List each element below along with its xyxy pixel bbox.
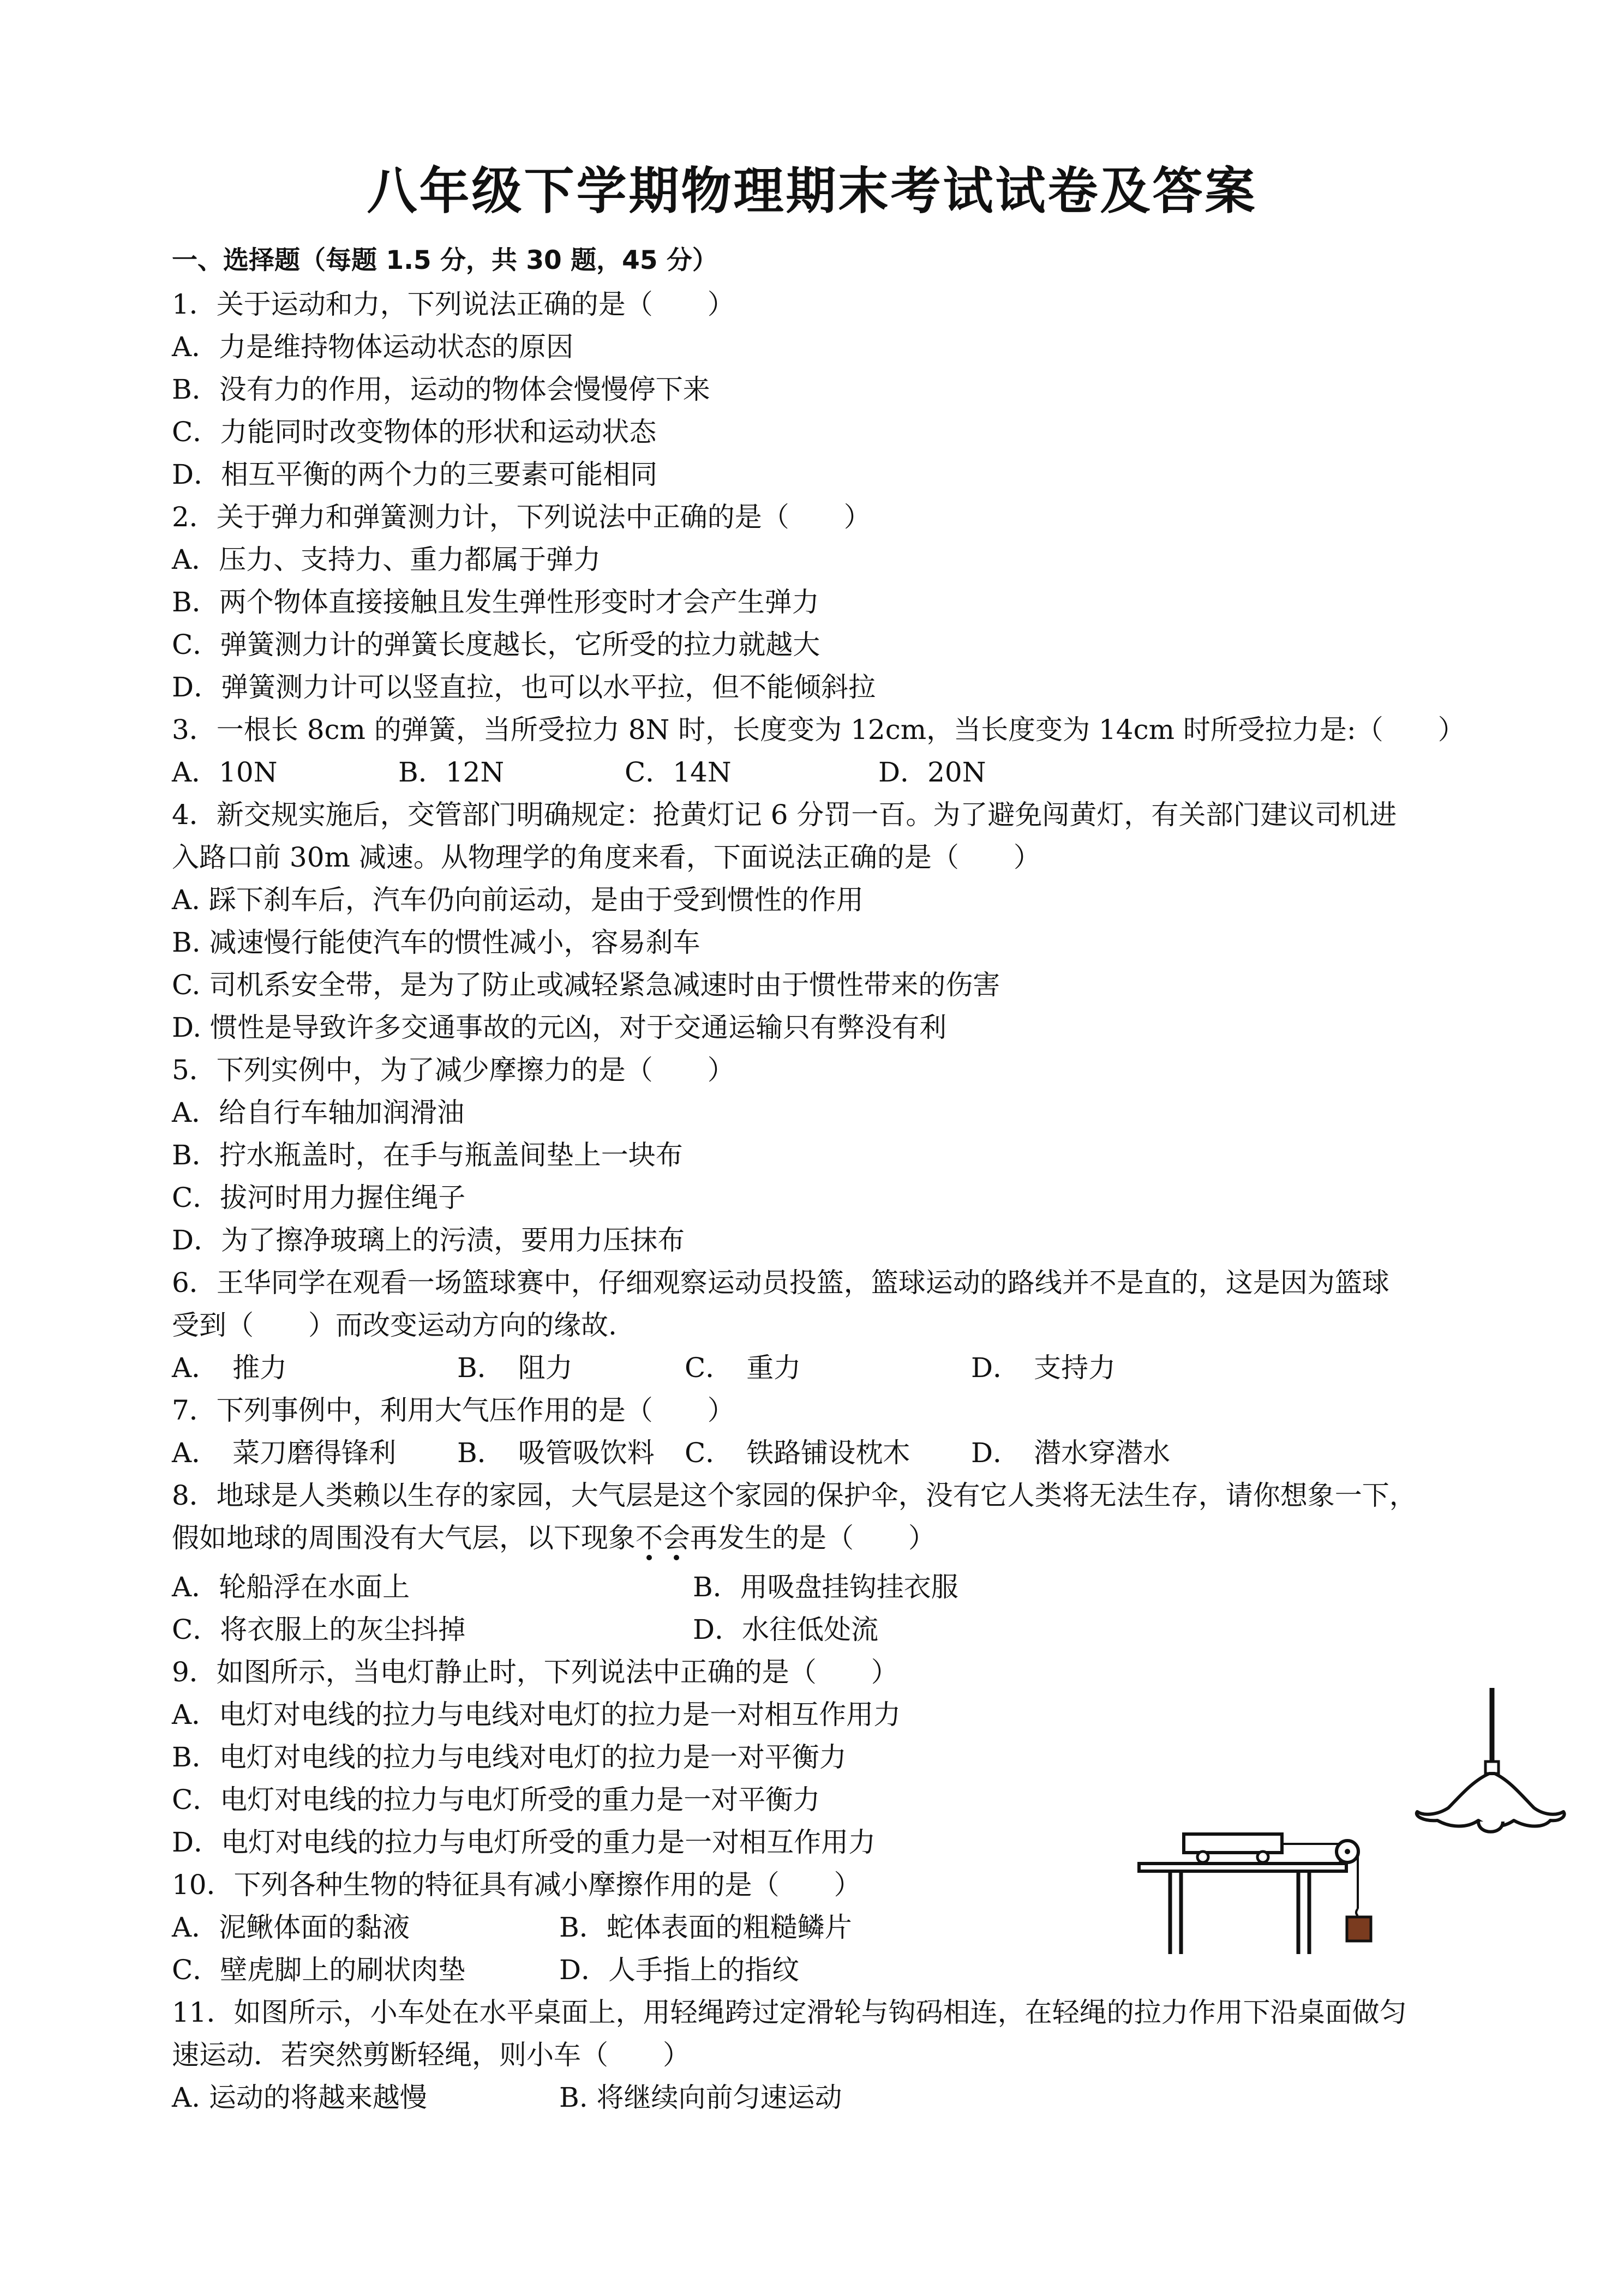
q7-option-d: D． 潜水穿潜水 [971, 1437, 1171, 1469]
emphasis-dots [636, 1554, 690, 1561]
q4-stem-line2: 入路口前 30m 减速。从物理学的角度来看，下面说法正确的是（ ） [172, 842, 1041, 873]
q6-stem-line2: 受到（ ）而改变运动方向的缘故. [172, 1309, 617, 1341]
q10-option-d: D．人手指上的指纹 [559, 1954, 800, 1986]
q3-stem: 3．一根长 8cm 的弹簧，当所受拉力 8N 时，长度变为 12cm，当长度变为 14cm 时所受拉力是:（ ） [172, 714, 1465, 746]
q6-option-a: A． 推力 [172, 1352, 287, 1384]
q6-option-b: B． 阻力 [457, 1352, 573, 1384]
q9-option-d: D．电灯对电线的拉力与电灯所受的重力是一对相互作用力 [172, 1826, 876, 1858]
q10-option-b: B．蛇体表面的粗糙鳞片 [559, 1912, 852, 1943]
q9-option-c: C．电灯对电线的拉力与电灯所受的重力是一对平衡力 [172, 1784, 820, 1816]
q3-option-b: B．12N [398, 756, 505, 788]
q5-option-c: C．拔河时用力握住绳子 [172, 1182, 466, 1213]
section-heading-choice: 一、选择题（每题 1.5 分，共 30 题，45 分） [172, 245, 718, 275]
q1-option-d: D．相互平衡的两个力的三要素可能相同 [172, 459, 658, 490]
q6-option-d: D． 支持力 [971, 1352, 1116, 1384]
q3-option-d: D．20N [878, 756, 986, 788]
q2-option-a: A．压力、支持力、重力都属于弹力 [172, 544, 601, 575]
page-title: 八年级下学期物理期末考试试卷及答案 [367, 161, 1257, 220]
q8-stem-line1: 8．地球是人类赖以生存的家园，大气层是这个家园的保护伞，没有它人类将无法生存，请你想象一下， [172, 1480, 1417, 1511]
q8-option-c: C．将衣服上的灰尘抖掉 [172, 1614, 466, 1645]
q8-option-b: B．用吸盘挂钩挂衣服 [693, 1571, 958, 1603]
q4-option-b: B. 减速慢行能使汽车的惯性减小，容易刹车 [172, 927, 700, 958]
q6-option-c: C． 重力 [685, 1352, 801, 1384]
q11-option-a: A. 运动的将越来越慢 [172, 2082, 427, 2113]
q8-emphasis-not [636, 1522, 690, 1554]
q8-option-a: A．轮船浮在水面上 [172, 1571, 410, 1603]
q8-stem-part2: 再发生的是（ ） [690, 1522, 936, 1554]
q3-option-c: C．14N [625, 756, 732, 788]
q2-option-b: B．两个物体直接接触且发生弹性形变时才会产生弹力 [172, 586, 819, 618]
q5-stem: 5．下列实例中，为了减少摩擦力的是（ ） [172, 1054, 735, 1086]
q1-stem: 1．关于运动和力，下列说法正确的是（ ） [172, 288, 735, 320]
q2-option-d: D．弹簧测力计可以竖直拉，也可以水平拉，但不能倾斜拉 [172, 671, 876, 703]
q2-option-c: C．弹簧测力计的弹簧长度越长，它所受的拉力就越大 [172, 629, 820, 660]
q8-stem-part1: 假如地球的周围没有大气层，以下现象 [172, 1522, 636, 1554]
q10-option-c: C．壁虎脚上的刷状肉垫 [172, 1954, 466, 1986]
q9-option-b: B．电灯对电线的拉力与电线对电灯的拉力是一对平衡力 [172, 1741, 847, 1773]
cart-pulley-figure [1137, 1824, 1383, 1961]
q1-option-a: A．力是维持物体运动状态的原因 [172, 331, 574, 363]
q7-option-a: A． 菜刀磨得锋利 [172, 1437, 397, 1469]
q4-stem-line1: 4．新交规实施后，交管部门明确规定：抢黄灯记 6 分罚一百。为了避免闯黄灯，有关部门建议司机进 [172, 799, 1397, 831]
q9-stem: 9．如图所示，当电灯静止时，下列说法中正确的是（ ） [172, 1656, 898, 1688]
hanging-lamp-figure [1407, 1685, 1571, 1849]
q4-option-c: C. 司机系安全带，是为了防止或减轻紧急减速时由于惯性带来的伤害 [172, 969, 1000, 1001]
q11-stem-line2: 速运动．若突然剪断轻绳，则小车（ ） [172, 2039, 690, 2071]
q1-option-c: C．力能同时改变物体的形状和运动状态 [172, 416, 657, 448]
q11-option-b: B. 将继续向前匀速运动 [559, 2082, 842, 2113]
q7-stem: 7．下列事例中，利用大气压作用的是（ ） [172, 1395, 735, 1426]
q11-stem-line1: 11．如图所示，小车处在水平桌面上，用轻绳跨过定滑轮与钩码相连，在轻绳的拉力作用下沿桌面做匀 [172, 1997, 1407, 2028]
q2-stem: 2．关于弹力和弹簧测力计，下列说法中正确的是（ ） [172, 501, 871, 533]
q3-option-a: A．10N [172, 756, 278, 788]
q8-option-d: D．水往低处流 [693, 1614, 879, 1645]
q7-option-c: C． 铁路铺设枕木 [685, 1437, 910, 1469]
q4-option-d: D. 惯性是导致许多交通事故的元凶，对于交通运输只有弊没有利 [172, 1012, 947, 1043]
q1-option-b: B．没有力的作用，运动的物体会慢慢停下来 [172, 374, 710, 405]
q8-stem-line2 [172, 1524, 936, 1552]
q5-option-a: A．给自行车轴加润滑油 [172, 1097, 465, 1128]
q9-option-a: A．电灯对电线的拉力与电线对电灯的拉力是一对相互作用力 [172, 1699, 901, 1730]
q5-option-d: D．为了擦净玻璃上的污渍，要用力压抹布 [172, 1224, 685, 1256]
q4-option-a: A. 踩下刹车后，汽车仍向前运动，是由于受到惯性的作用 [172, 884, 864, 916]
q5-option-b: B．拧水瓶盖时，在手与瓶盖间垫上一块布 [172, 1139, 683, 1171]
q6-stem-line1: 6．王华同学在观看一场篮球赛中，仔细观察运动员投篮，篮球运动的路线并不是直的，这是因为篮球 [172, 1267, 1389, 1299]
q8-emphasis-text: 不会 [636, 1522, 690, 1554]
q10-stem: 10．下列各种生物的特征具有减小摩擦作用的是（ ） [172, 1869, 861, 1901]
q7-option-b: B． 吸管吸饮料 [457, 1437, 655, 1469]
q10-option-a: A．泥鳅体面的黏液 [172, 1912, 410, 1943]
